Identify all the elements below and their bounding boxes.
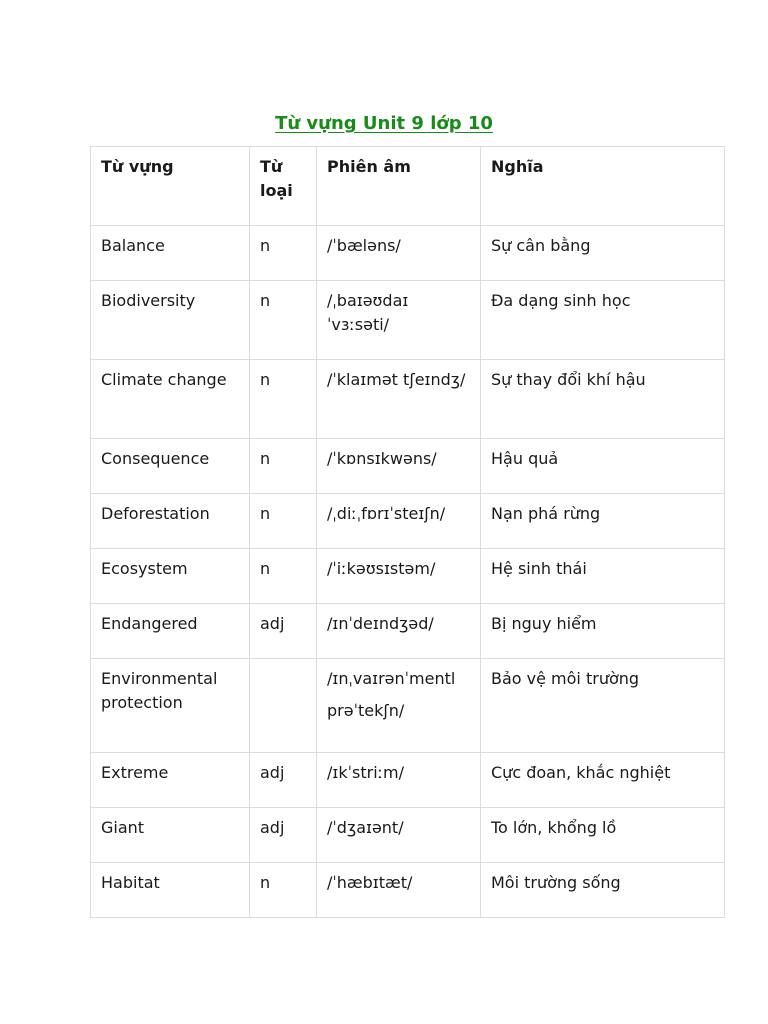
cell-word: Balance xyxy=(91,226,250,281)
cell-part-of-speech: n xyxy=(250,281,317,360)
cell-meaning: Sự thay đổi khí hậu xyxy=(481,360,725,439)
cell-word: Biodiversity xyxy=(91,281,250,360)
cell-pronunciation: /ˌdiːˌfɒrɪˈsteɪʃn/ xyxy=(317,494,481,549)
cell-word: Deforestation xyxy=(91,494,250,549)
table-row xyxy=(91,549,725,604)
cell-word: Extreme xyxy=(91,753,250,808)
cell-pronunciation: /ˈklaɪmət tʃeɪndʒ/ xyxy=(317,360,481,439)
cell-part-of-speech: n xyxy=(250,494,317,549)
table-row xyxy=(91,494,725,549)
cell-word: Habitat xyxy=(91,863,250,918)
cell-part-of-speech: adj xyxy=(250,604,317,659)
cell-part-of-speech: n xyxy=(250,360,317,439)
table-row xyxy=(91,360,725,439)
cell-part-of-speech: n xyxy=(250,863,317,918)
cell-pronunciation: /ɪnˈdeɪndʒəd/ xyxy=(317,604,481,659)
cell-pronunciation: /ɪkˈstriːm/ xyxy=(317,753,481,808)
table-header-row xyxy=(91,147,725,226)
table-row xyxy=(91,604,725,659)
document-title: Từ vựng Unit 9 lớp 10 xyxy=(275,113,493,134)
cell-part-of-speech: adj xyxy=(250,753,317,808)
table-row xyxy=(91,281,725,360)
header-word: Từ vựng xyxy=(91,147,250,226)
pronunciation-line-2: prəˈtekʃn/ xyxy=(327,701,405,720)
cell-word: Ecosystem xyxy=(91,549,250,604)
header-pronunciation: Phiên âm xyxy=(317,147,481,226)
table-row xyxy=(91,226,725,281)
vocabulary-table xyxy=(90,146,725,918)
pronunciation-line-1: /ɪnˌvaɪrənˈmentl xyxy=(327,669,456,688)
cell-pronunciation: /ˈdʒaɪənt/ xyxy=(317,808,481,863)
cell-meaning: Bảo vệ môi trường xyxy=(481,659,725,753)
cell-meaning: Nạn phá rừng xyxy=(481,494,725,549)
table-row xyxy=(91,439,725,494)
cell-part-of-speech: n xyxy=(250,226,317,281)
cell-pronunciation: /ˌbaɪəʊdaɪˈvɜːsəti/ xyxy=(317,281,481,360)
cell-part-of-speech: n xyxy=(250,549,317,604)
cell-word: Giant xyxy=(91,808,250,863)
cell-meaning: Môi trường sống xyxy=(481,863,725,918)
header-meaning: Nghĩa xyxy=(481,147,725,226)
table-row xyxy=(91,753,725,808)
cell-word: Climate change xyxy=(91,360,250,439)
table-row xyxy=(91,808,725,863)
cell-word: Consequence xyxy=(91,439,250,494)
header-part-of-speech: Từ loại xyxy=(250,147,317,226)
cell-pronunciation xyxy=(317,659,481,753)
cell-pronunciation: /ˈkɒnsɪkwəns/ xyxy=(317,439,481,494)
cell-meaning: Sự cân bằng xyxy=(481,226,725,281)
cell-part-of-speech xyxy=(250,659,317,753)
cell-part-of-speech: n xyxy=(250,439,317,494)
cell-meaning: Đa dạng sinh học xyxy=(481,281,725,360)
cell-part-of-speech: adj xyxy=(250,808,317,863)
table-row xyxy=(91,863,725,918)
cell-word: Environmental protection xyxy=(91,659,250,753)
cell-meaning: Cực đoan, khắc nghiệt xyxy=(481,753,725,808)
cell-word: Endangered xyxy=(91,604,250,659)
cell-meaning: Hệ sinh thái xyxy=(481,549,725,604)
table-row xyxy=(91,659,725,753)
cell-pronunciation: /ˈiːkəʊsɪstəm/ xyxy=(317,549,481,604)
cell-meaning: To lớn, khổng lồ xyxy=(481,808,725,863)
cell-pronunciation: /ˈbæləns/ xyxy=(317,226,481,281)
cell-meaning: Hậu quả xyxy=(481,439,725,494)
cell-meaning: Bị nguy hiểm xyxy=(481,604,725,659)
cell-pronunciation: /ˈhæbɪtæt/ xyxy=(317,863,481,918)
